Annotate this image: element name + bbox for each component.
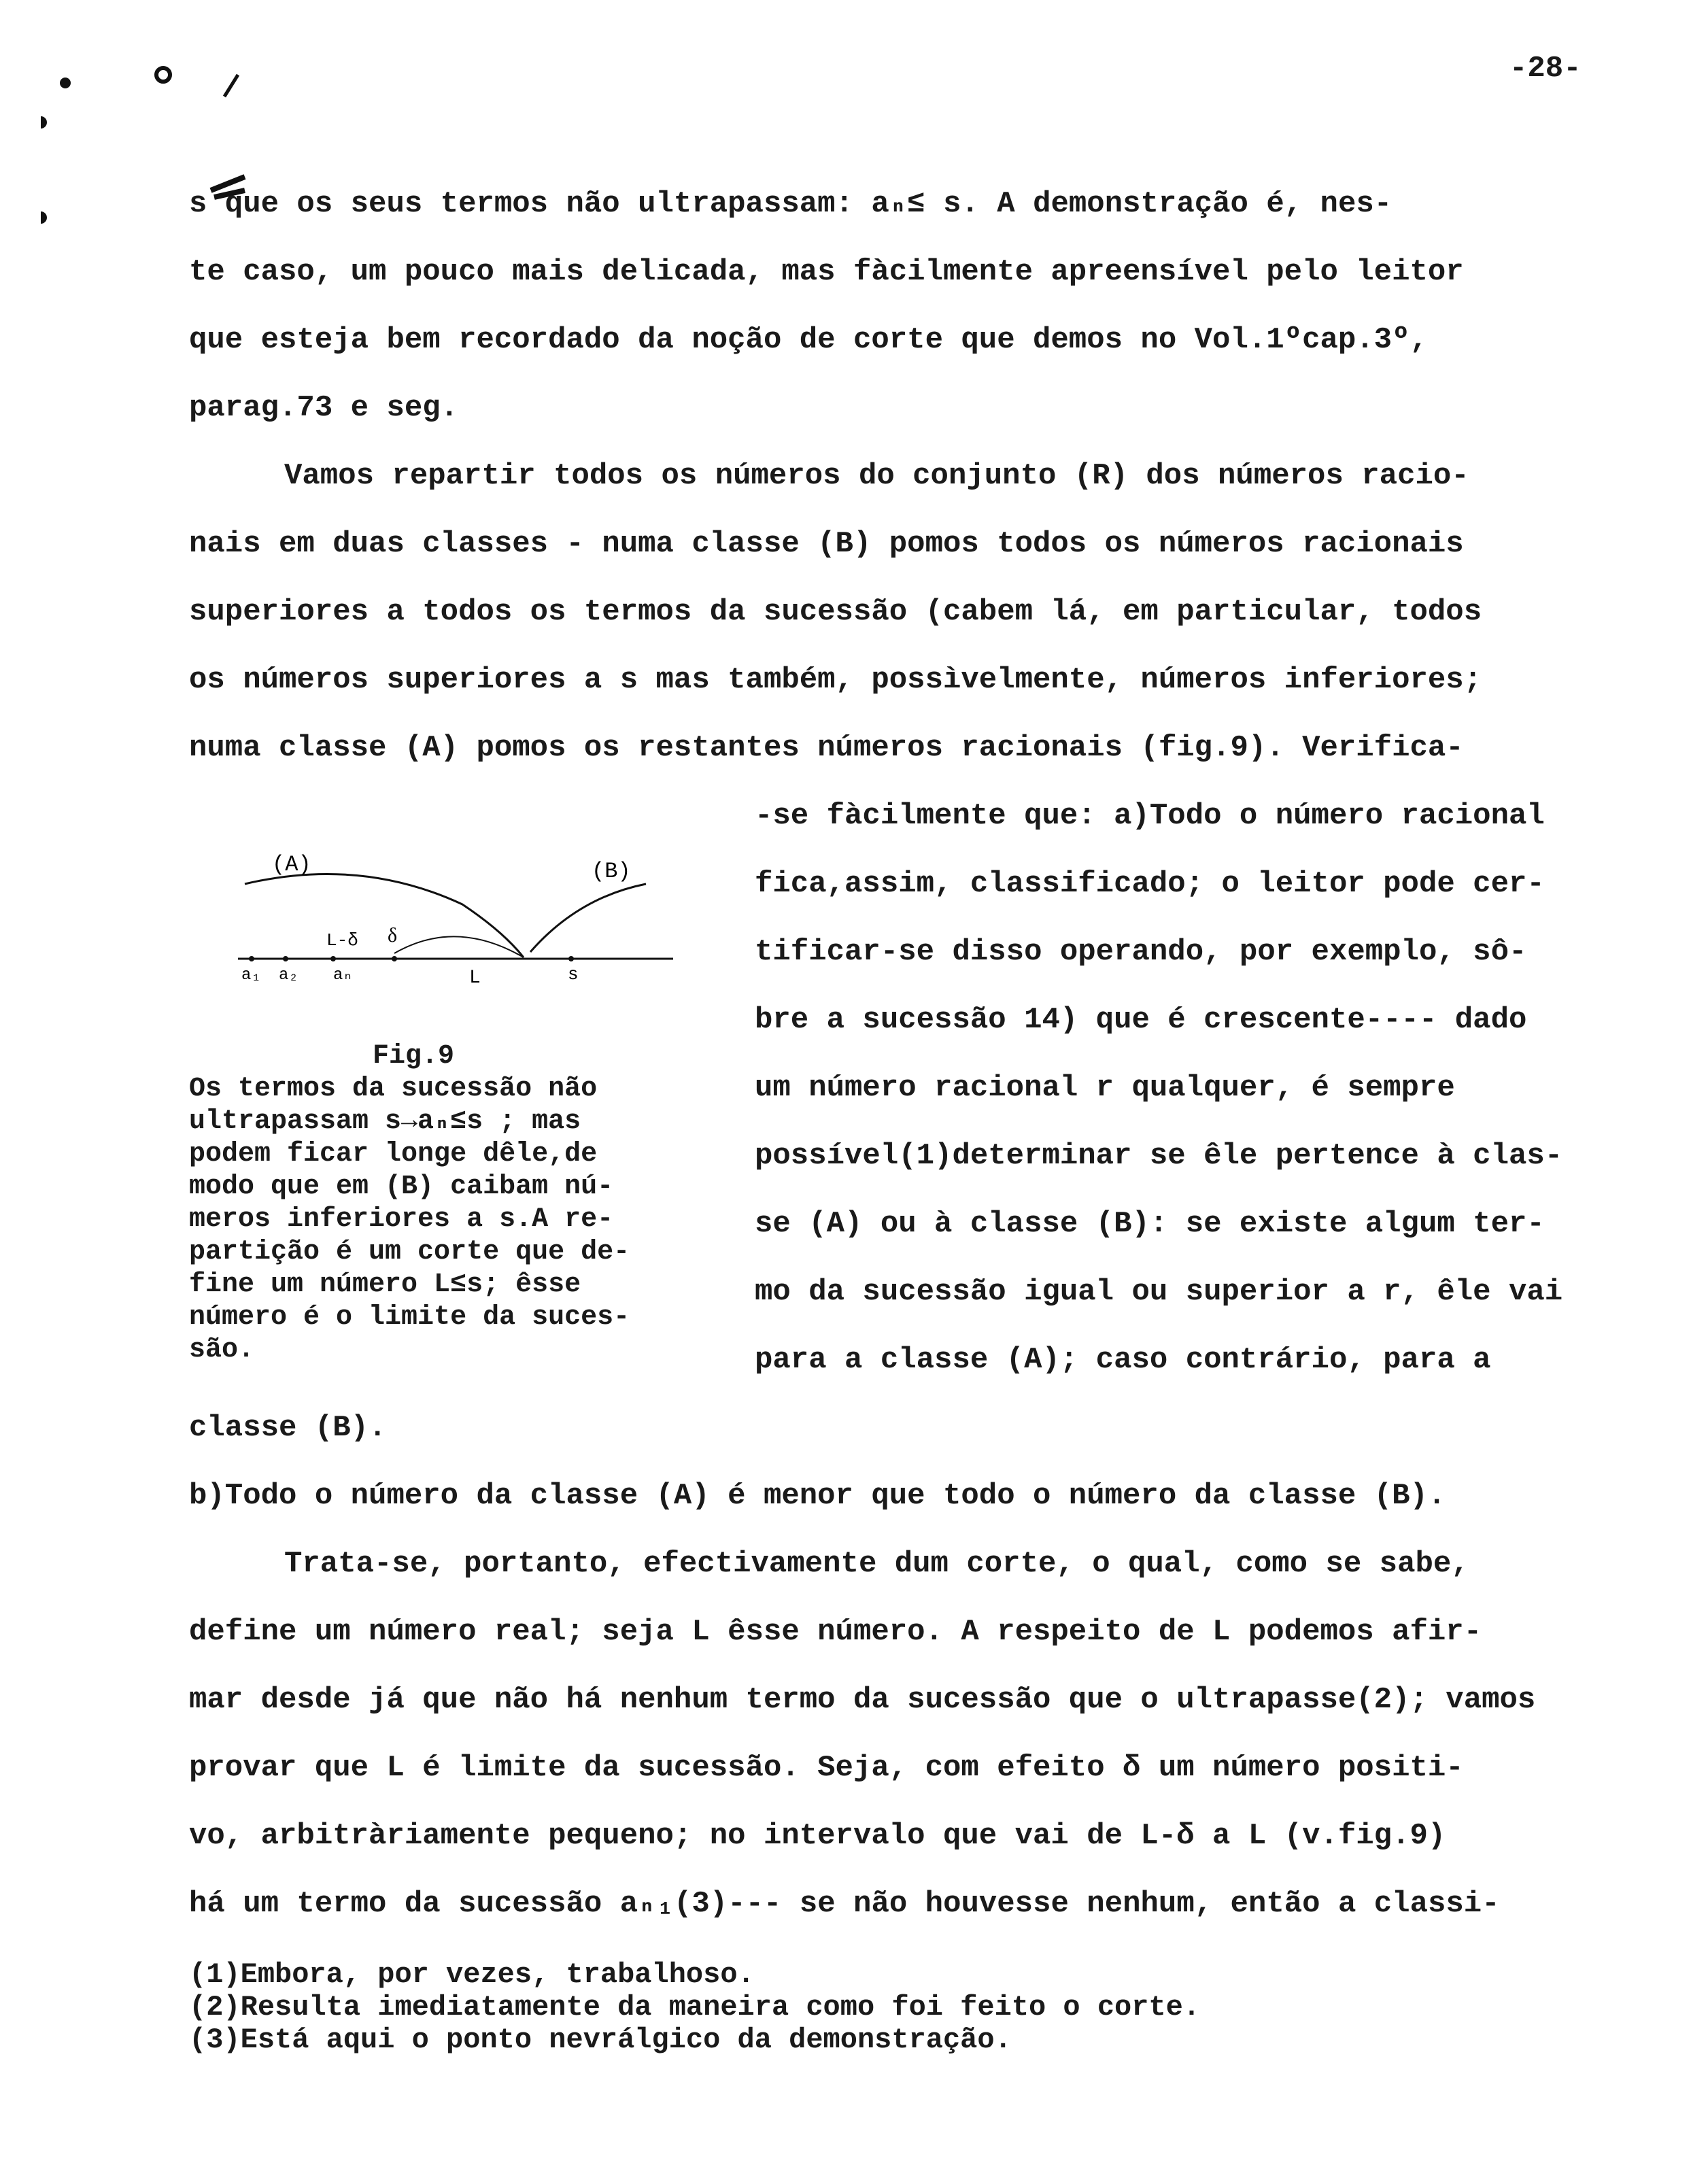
lower-line-3: Trata-se, portanto, efectivamente dum corte, o qual, como se sabe, xyxy=(284,1547,1469,1581)
label-b: (B) xyxy=(592,859,631,884)
footnotes xyxy=(189,1958,1200,2056)
text-line-8: os números superiores a s mas também, possìvelmente, números inferiores; xyxy=(189,663,1482,697)
lower-line-1: classe (B). xyxy=(189,1411,387,1445)
lower-line-4: define um número real; seja L êsse número. A respeito de L podemos afir- xyxy=(189,1615,1482,1649)
right-line-3: tificar-se disso operando, por exemplo, sô- xyxy=(755,935,1527,969)
right-line-5: um número racional r qualquer, é sempre xyxy=(755,1071,1455,1105)
lower-line-6: provar que L é limite da sucessão. Seja, com efeito δ um número positi- xyxy=(189,1751,1464,1785)
figure-9 xyxy=(224,843,687,1013)
figure-title: Fig.9 xyxy=(372,1041,455,1072)
text-line-5: Vamos repartir todos os números do conjunto (R) dos números racio- xyxy=(284,459,1469,493)
right-line-4: bre a sucessão 14) que é crescente---- dado xyxy=(755,1003,1527,1037)
right-line-6: possível(1)determinar se êle pertence à clas- xyxy=(755,1139,1563,1173)
curve-b xyxy=(530,884,646,952)
text-line-9: numa classe (A) pomos os restantes números racionais (fig.9). Verifica- xyxy=(189,731,1464,765)
footnote-1: (1)Embora, por vezes, trabalhoso. xyxy=(189,1958,755,1991)
label-a: (A) xyxy=(272,852,311,877)
right-line-2: fica,assim, classificado; o leitor pode cer- xyxy=(755,867,1545,901)
lower-line-2: b)Todo o número da classe (A) é menor que todo o número da classe (B). xyxy=(189,1479,1446,1513)
right-line-9: para a classe (A); caso contrário, para a xyxy=(755,1343,1491,1377)
label-delta: δ xyxy=(388,924,398,947)
text-line-3: que esteja bem recordado da noção de corte que demos no Vol.1ºcap.3º, xyxy=(189,323,1428,357)
right-line-7: se (A) ou à classe (B): se existe algum ter- xyxy=(755,1207,1545,1241)
upper-paragraphs xyxy=(189,170,1651,782)
text-line-2: te caso, um pouco mais delicada, mas fàcilmente apreensível pelo leitor xyxy=(189,255,1464,289)
caption-line-7: fine um número L≤s; êsse xyxy=(189,1269,581,1300)
lower-line-8: há um termo da sucessão aₙ₁(3)--- se não houvesse nenhum, então a classi- xyxy=(189,1887,1500,1921)
curve-delta xyxy=(394,936,524,957)
text-line-7: superiores a todos os termos da sucessão (cabem lá, em particular, todos xyxy=(189,595,1482,629)
footnote-3: (3)Está aqui o ponto nevrálgico da demonstração. xyxy=(189,2024,1012,2056)
label-l-delta: L-δ xyxy=(326,930,358,951)
lower-paragraphs xyxy=(189,1394,1651,1938)
text-line-1: s que os seus termos não ultrapassam: aₙ≤ s. A demonstração é, nes- xyxy=(189,187,1393,221)
lower-line-7: vo, arbitràriamente pequeno; no intervalo que vai de L-δ a L (v.fig.9) xyxy=(189,1819,1446,1853)
caption-line-9: são. xyxy=(189,1335,255,1365)
text-line-6: nais em duas classes - numa classe (B) pomos todos os números racionais xyxy=(189,527,1464,561)
tick-l: L xyxy=(469,968,481,989)
tick-a2: a₂ xyxy=(279,966,298,985)
footnote-2: (2)Resulta imediatamente da maneira como foi feito o corte. xyxy=(189,1991,1201,2024)
lower-line-5: mar desde já que não há nenhum termo da sucessão que o ultrapasse(2); vamos xyxy=(189,1683,1536,1717)
caption-line-6: partição é um corte que de- xyxy=(189,1237,630,1267)
caption-line-3: podem ficar longe dêle,de xyxy=(189,1139,598,1170)
text-line-4: parag.73 e seg. xyxy=(189,391,459,425)
figure-caption xyxy=(189,1040,706,1367)
tick-s: s xyxy=(568,964,579,985)
caption-line-4: modo que em (B) caibam nú- xyxy=(189,1172,614,1202)
curve-a xyxy=(245,874,524,957)
caption-line-5: meros inferiores a s.A re- xyxy=(189,1204,614,1235)
right-line-1: -se fàcilmente que: a)Todo o número racional xyxy=(755,799,1545,833)
caption-line-2: ultrapassam s→aₙ≤s ; mas xyxy=(189,1106,581,1137)
page-number: -28- xyxy=(1509,52,1582,86)
tick-a1: a₁ xyxy=(241,966,261,985)
caption-line-8: número é o limite da suces- xyxy=(189,1302,630,1333)
right-line-8: mo da sucessão igual ou superior a r, êle vai xyxy=(755,1275,1563,1309)
caption-line-1: Os termos da sucessão não xyxy=(189,1074,598,1104)
right-column xyxy=(755,782,1666,1394)
tick-an: aₙ xyxy=(333,966,353,985)
